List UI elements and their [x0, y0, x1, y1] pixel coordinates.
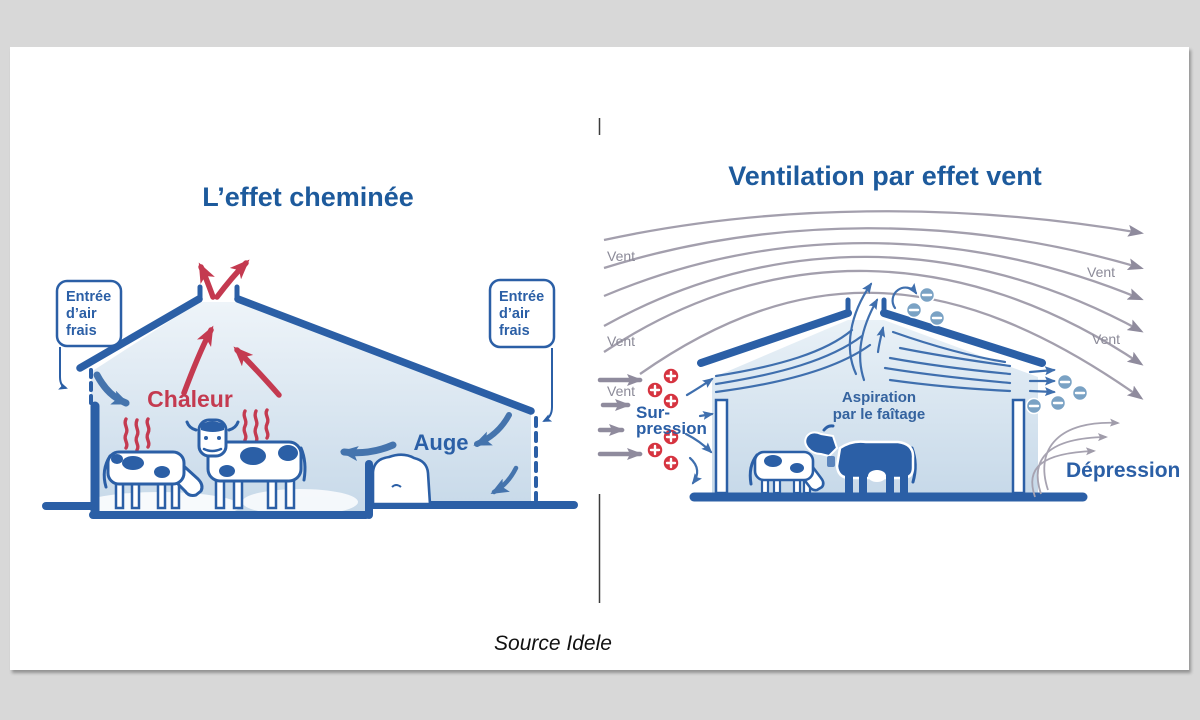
callout-pointer: [60, 347, 66, 388]
source-caption: Source Idele: [494, 632, 612, 655]
depression-label: Dépression: [1066, 459, 1181, 482]
callout-line: frais: [499, 323, 530, 339]
wind-label: Vent: [607, 333, 636, 349]
inlet-arrow: [700, 414, 712, 416]
minus-icon: [930, 311, 945, 326]
left-panel-title: L’effet cheminée: [202, 182, 414, 212]
inlet-arrow: [687, 379, 712, 395]
minus-icon: [1051, 396, 1066, 411]
callout-line: frais: [66, 323, 97, 339]
plus-icon: [663, 368, 679, 384]
callout-line: d’air: [66, 306, 97, 322]
wind-label: Vent: [607, 383, 636, 399]
wall-deflect-arrow: [690, 458, 697, 483]
trough-label: Auge: [413, 430, 469, 455]
heat-label: Chaleur: [147, 386, 233, 412]
right-wall-post: [1013, 400, 1024, 493]
wind-label: Vent: [1092, 331, 1121, 347]
left-wall-post: [716, 400, 727, 493]
slide: [10, 47, 1189, 670]
streamline: [604, 228, 1141, 268]
minus-icon: [1027, 399, 1042, 414]
plus-icon: [647, 442, 663, 458]
overpressure-label-line1: Sur-: [636, 403, 670, 422]
wind-label: Vent: [607, 248, 636, 264]
right-panel: [600, 161, 1180, 497]
wind-label: Vent: [1087, 264, 1116, 280]
callout-line: d’air: [499, 306, 530, 322]
plus-icon: [663, 455, 679, 471]
callout-pointer: [544, 348, 552, 421]
minus-icon: [1073, 386, 1088, 401]
hot-air-arrow-icon: [217, 263, 246, 297]
streamline: [604, 211, 1141, 240]
hot-air-arrow-icon: [201, 267, 213, 297]
callout-line: Entrée: [499, 289, 545, 305]
eave-exit-arrow: [1030, 370, 1054, 372]
minus-icon: [907, 303, 922, 318]
callout-line: Entrée: [66, 289, 112, 305]
eave-exit-arrow: [1030, 391, 1054, 392]
left-panel: [46, 182, 574, 520]
aspiration-label-line1: Aspiration: [841, 389, 917, 406]
overpressure-label-line2: pression: [636, 419, 707, 438]
plus-icon: [647, 382, 663, 398]
right-panel-title: Ventilation par effet vent: [728, 161, 1042, 191]
minus-icon: [1058, 375, 1073, 390]
aspiration-label-line2: par le faîtage: [832, 406, 926, 423]
hay-bale-icon: [373, 455, 430, 504]
ventilation-diagram: [10, 47, 1189, 670]
minus-icon: [920, 288, 935, 303]
